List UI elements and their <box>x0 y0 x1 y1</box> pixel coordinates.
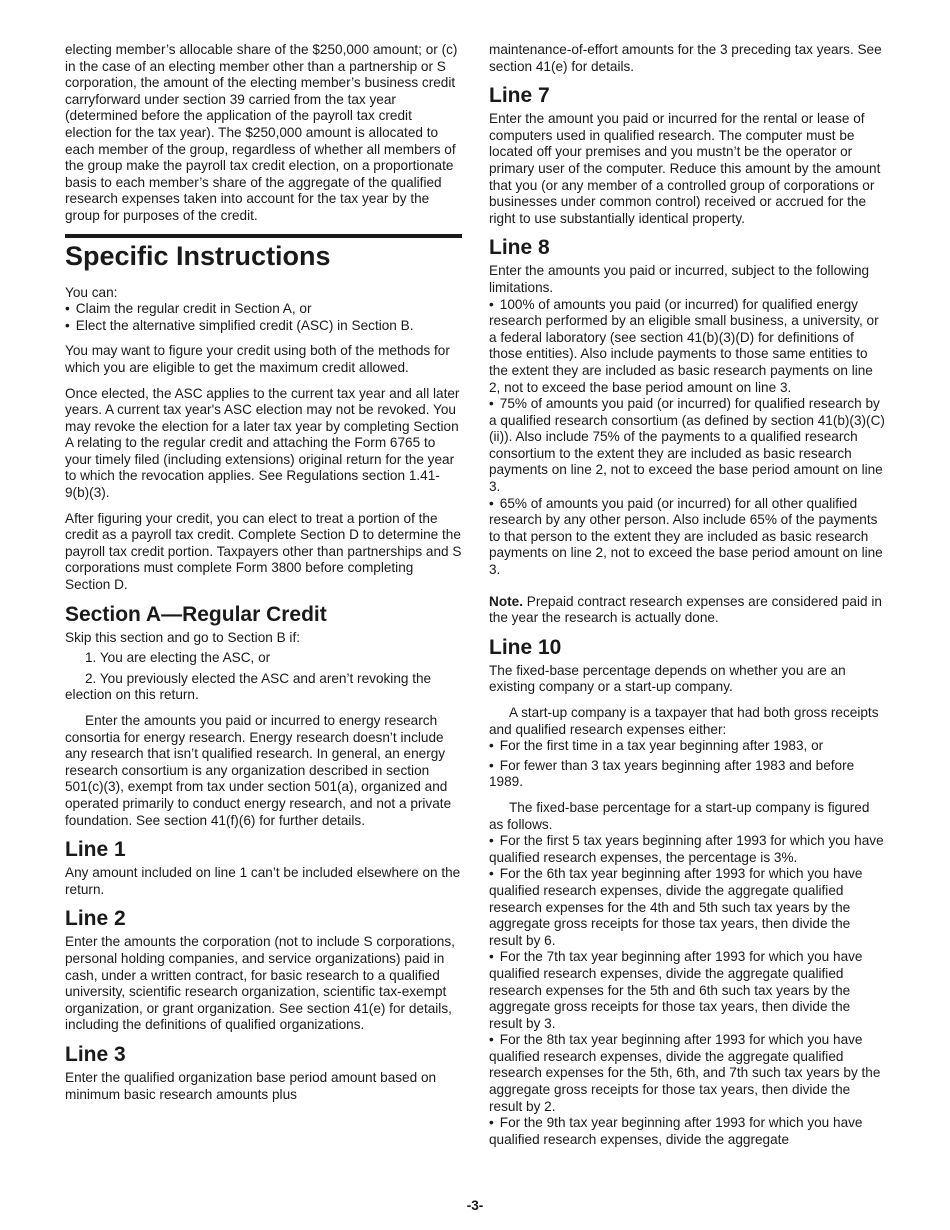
list-item: • Claim the regular credit in Section A, or <box>65 301 462 318</box>
once-elected-paragraph: Once elected, the ASC applies to the current tax year and all later years. A current tax year's ASC election may not be revoked. You may revoke the election for a later tax year by completing Section A relating to the regular credit and attaching the Form 6765 to your timely filed (including extensions) original return for the year to which the revocation applies. See Regulations section 1.41-9(b)(3). <box>65 385 460 501</box>
list-item: • For fewer than 3 tax years beginning after 1983 and before 1989. <box>489 758 885 791</box>
line-1-text: Any amount included on line 1 can’t be included elsewhere on the return. <box>65 865 461 897</box>
line-3-heading: Line 3 <box>65 1042 126 1066</box>
list-item: • 100% of amounts you paid (or incurred) for qualified energy research performed by an eligible small business, a university, or a federal laboratory (see section 41(b)(3)(D) for definitions of those entities). Also include payments to those same entities to the extent they are included as basic research payments on line 2, not to exceed the base period amount on line 3. <box>489 297 885 397</box>
skip-text: Skip this section and go to Section B if: <box>65 629 301 645</box>
list-item: • 75% of amounts you paid (or incurred) for qualified research by a qualified research consortium (as defined by section 41(b)(3)(C)(ii)). Also include 75% of the payments to a qualified research consortium to the extent they are included as basic research payments on line 2, not to exceed the base period amount on line 3. <box>489 396 885 496</box>
note-text: Prepaid contract research expenses are considered paid in the year the research is actually done. <box>489 593 882 626</box>
line-2-text: Enter the amounts the corporation (not to include S corporations, personal holding companies, and service organizations) paid in cash, under a written contract, for basic research to a qualified university, scientific research organization, scientific tax-exempt organization, or grant organization. See section 41(e) for details, including the definitions of qualified organizations. <box>65 934 455 1033</box>
left-column <box>65 42 462 1112</box>
list-item: 1. You are electing the ASC, or <box>85 650 271 666</box>
section-a-heading: Section A—Regular Credit <box>65 602 327 626</box>
list-item: • For the first time in a tax year beginning after 1983, or <box>489 738 885 755</box>
you-can-text: You can: <box>65 284 118 300</box>
list-item: • For the first 5 tax years beginning after 1993 for which you have qualified research expenses, the percentage is 3%. <box>489 833 885 866</box>
list-item: 2. You previously elected the ASC and aren’t revoking the election on this return. <box>65 670 432 703</box>
startup-text: A start-up company is a taxpayer that had both gross receipts and qualified research expenses either: <box>489 705 879 737</box>
fixed-base-text: The fixed-base percentage for a start-up company is figured as follows. <box>489 799 870 832</box>
intro-paragraph: maintenance-of-effort amounts for the 3 preceding tax years. See section 41(e) for details. <box>489 42 882 74</box>
line-8-text: Enter the amounts you paid or incurred, subject to the following limitations. <box>489 263 870 295</box>
list-item: • For the 7th tax year beginning after 1993 for which you have qualified research expenses, divide the aggregate qualified research expenses for the 5th and 6th such tax years by the aggregate gross receipts for those tax years, then divide the result by 3. <box>489 949 885 1032</box>
line-7-text: Enter the amount you paid or incurred for the rental or lease of computers used in qualified research. The computer must be located off your premises and you mustn’t be the operator or primary user of the computer. Reduce this amount by the amount that you (or any member of a controlled group of corporations or businesses under common control) received or accrued for the right to use substantially identical property. <box>489 111 881 226</box>
intro-paragraph: electing member’s allocable share of the $250,000 amount; or (c) in the case of an electing member other than a partnership or S corporation, the amount of the electing member’s business credit carryforward under section 39 carried from the tax year (determined before the application of the payroll tax credit election for the tax year). The $250,000 amount is allocated to each member of the group, regardless of whether all members of the group make the payroll tax credit election, on a proportionate basis to each member’s share of the aggregate of the qualified research expenses taken into account for the tax year by the group for purposes of the credit. <box>65 42 458 223</box>
line-10-text: The fixed-base percentage depends on whether you are an existing company or a start-up company. <box>489 662 846 695</box>
note-paragraph <box>489 594 885 627</box>
after-figuring-paragraph: After figuring your credit, you can elect to treat a portion of the credit as a payroll tax credit. Complete Section D to determine the payroll tax credit portion. Taxpayers other than partnerships and S corporations must complete Form 3800 before completing Section D. <box>65 510 462 593</box>
list-item: • 65% of amounts you paid (or incurred) for all other qualified research by any other person. Also include 65% of the payments to that person to the extent they are included as basic research payments on line 2, not to exceed the base period amount on line 3. <box>489 496 885 579</box>
note-label: Note. <box>489 593 523 609</box>
line-7-heading: Line 7 <box>489 84 550 108</box>
list-item: • For the 8th tax year beginning after 1993 for which you have qualified research expenses, divide the aggregate qualified research expenses for the 5th, 6th, and 7th such tax years by the aggregate gross receipts for those tax years, then divide the result by 2. <box>489 1032 885 1115</box>
line-2-heading: Line 2 <box>65 907 126 931</box>
page-number: -3- <box>466 1198 484 1213</box>
list-item: • Elect the alternative simplified credit (ASC) in Section B. <box>65 318 462 335</box>
line-10-heading: Line 10 <box>489 635 562 659</box>
line-1-heading: Line 1 <box>65 838 126 862</box>
line-8-heading: Line 8 <box>489 236 550 260</box>
specific-instructions-heading: Specific Instructions <box>65 234 462 271</box>
energy-research-paragraph: Enter the amounts you paid or incurred to energy research consortia for energy research. Energy research doesn’t include any research that isn’t qualified research. In general, an energy research consortium is any organization described in section 501(c)(3), exempt from tax under section 501(a), organized and operated primarily to conduct energy research, and not a private foundation. See section 41(f)(6) for further details. <box>65 713 452 828</box>
list-item: • For the 6th tax year beginning after 1993 for which you have qualified research expenses, divide the aggregate qualified research expenses for the 4th and 5th such tax years by the aggregate gross receipts for those tax years, then divide the result by 6. <box>489 866 885 949</box>
right-column <box>489 42 885 1148</box>
line-3-text: Enter the qualified organization base period amount based on minimum basic research amounts plus <box>65 1069 437 1102</box>
figure-paragraph: You may want to figure your credit using both of the methods for which you are eligible to get the maximum credit allowed. <box>65 343 450 375</box>
list-item: • For the 9th tax year beginning after 1993 for which you have qualified research expenses, divide the aggregate <box>489 1115 885 1148</box>
